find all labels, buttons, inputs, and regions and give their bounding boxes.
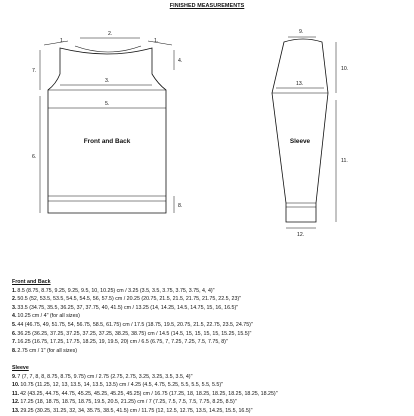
marker-6: 6. bbox=[32, 154, 37, 160]
section-heading: Sleeve bbox=[12, 365, 29, 371]
marker-10: 10. bbox=[341, 66, 349, 72]
marker-4: 4. bbox=[178, 58, 183, 64]
measurement-row: 1.8.5 (8.75, 8.75, 9.25, 9.25, 9.5, 10, 10.25) cm / 3.25 (3.5, 3.5, 3.75, 3.75, 3.75, 4, 4)" bbox=[12, 287, 215, 294]
marker-13: 13. bbox=[296, 81, 304, 87]
measurement-row: 9.7 (7, 7, 8, 8, 8.75, 8.75, 9.75) cm / 2.75 (2.75, 2.75, 3.25, 3.25, 3.5, 3.5, 4)" bbox=[12, 373, 193, 380]
marker-11: 11. bbox=[341, 158, 348, 164]
measurement-row: 13.29.25 (30.25, 31.25, 32, 34, 35.75, 38.5, 41.5) cm / 11.75 (12, 12.5, 12.75, 13.5, 14.25, 15.5, 16.5)" bbox=[12, 407, 253, 414]
dim-shoulder-right bbox=[148, 41, 172, 45]
marker-3: 3. bbox=[105, 78, 110, 84]
marker-5: 5. bbox=[105, 101, 110, 107]
marker-12: 12. bbox=[297, 232, 305, 238]
measurement-row: 12.17.25 (18, 18.75, 18.75, 18.75, 19.5, 20.5, 21.25) cm / 7 (7.25, 7.5, 7.5, 7.5, 7.75, 8.25, 8.5)" bbox=[12, 399, 237, 406]
marker-1: 1. bbox=[154, 38, 159, 44]
measurement-row: 6.36.25 (36.25, 37.25, 37.25, 37.25, 37.25, 38.25, 38.75) cm / 14.5 (14.5, 15, 15, 15, 15, 15.25, 15.5)" bbox=[12, 330, 252, 337]
sleeve-label: Sleeve bbox=[289, 138, 311, 145]
marker-1: 1. bbox=[60, 38, 65, 44]
front-back-measurements bbox=[12, 278, 253, 355]
marker-7: 7. bbox=[32, 68, 37, 74]
measurement-row: 2.50.5 (52, 53.5, 53.5, 54.5, 54.5, 56, 57.5) cm / 20.25 (20.75, 21.5, 21.5, 21.75, 21.75, 22.5, 23)" bbox=[12, 296, 242, 303]
neckline bbox=[75, 46, 141, 52]
front-back-outline bbox=[48, 48, 166, 213]
sleeve-outline bbox=[272, 39, 328, 222]
measurement-row: 3.33.5 (34.75, 35.5, 36.25, 37, 37.75, 40, 41.5) cm / 13.25 (14, 14.25, 14.5, 14.75, 15, 16, 16.5)" bbox=[12, 304, 239, 311]
page-title: FINISHED MEASUREMENTS bbox=[169, 3, 245, 9]
marker-8: 8. bbox=[178, 203, 183, 209]
marker-2: 2. bbox=[108, 31, 113, 37]
measurement-row: 8.2.75 cm / 1" (for all sizes) bbox=[12, 347, 77, 354]
measurement-row: 4.10.25 cm / 4" (for all sizes) bbox=[12, 313, 80, 320]
section-heading: Front and Back bbox=[12, 279, 51, 285]
front-back-label: Front and Back bbox=[83, 138, 131, 145]
measurement-row: 11.42 (43.25, 44.75, 44.75, 45.25, 45.25, 45.25, 45.25) cm / 16.75 (17.25, 18, 18.25, 18.25, 18.25, 18.25, 18.25)" bbox=[12, 390, 278, 397]
dim-shoulder-left bbox=[44, 41, 68, 45]
sleeve-measurements bbox=[12, 364, 278, 416]
measurement-row: 5.44 (46.75, 49, 51.75, 54, 56.75, 58.5, 61.75) cm / 17.5 (18.75, 19.5, 20.75, 21.5, 22.75, 23.5, 24.75)" bbox=[12, 321, 253, 328]
measurement-row: 10.10.75 (11.25, 12, 13, 13.5, 14, 13.5, 13.5) cm / 4.25 (4.5, 4.75, 5.25, 5.5, 5.5, 5.5, 5.5)" bbox=[12, 382, 223, 389]
measurement-row: 7.16.25 (16.75, 17.25, 17.75, 18.25, 19, 19.5, 20) cm / 6.5 (6.75, 7, 7.25, 7.25, 7.5, 7.75, 8)" bbox=[12, 339, 228, 346]
marker-9: 9. bbox=[299, 29, 304, 35]
